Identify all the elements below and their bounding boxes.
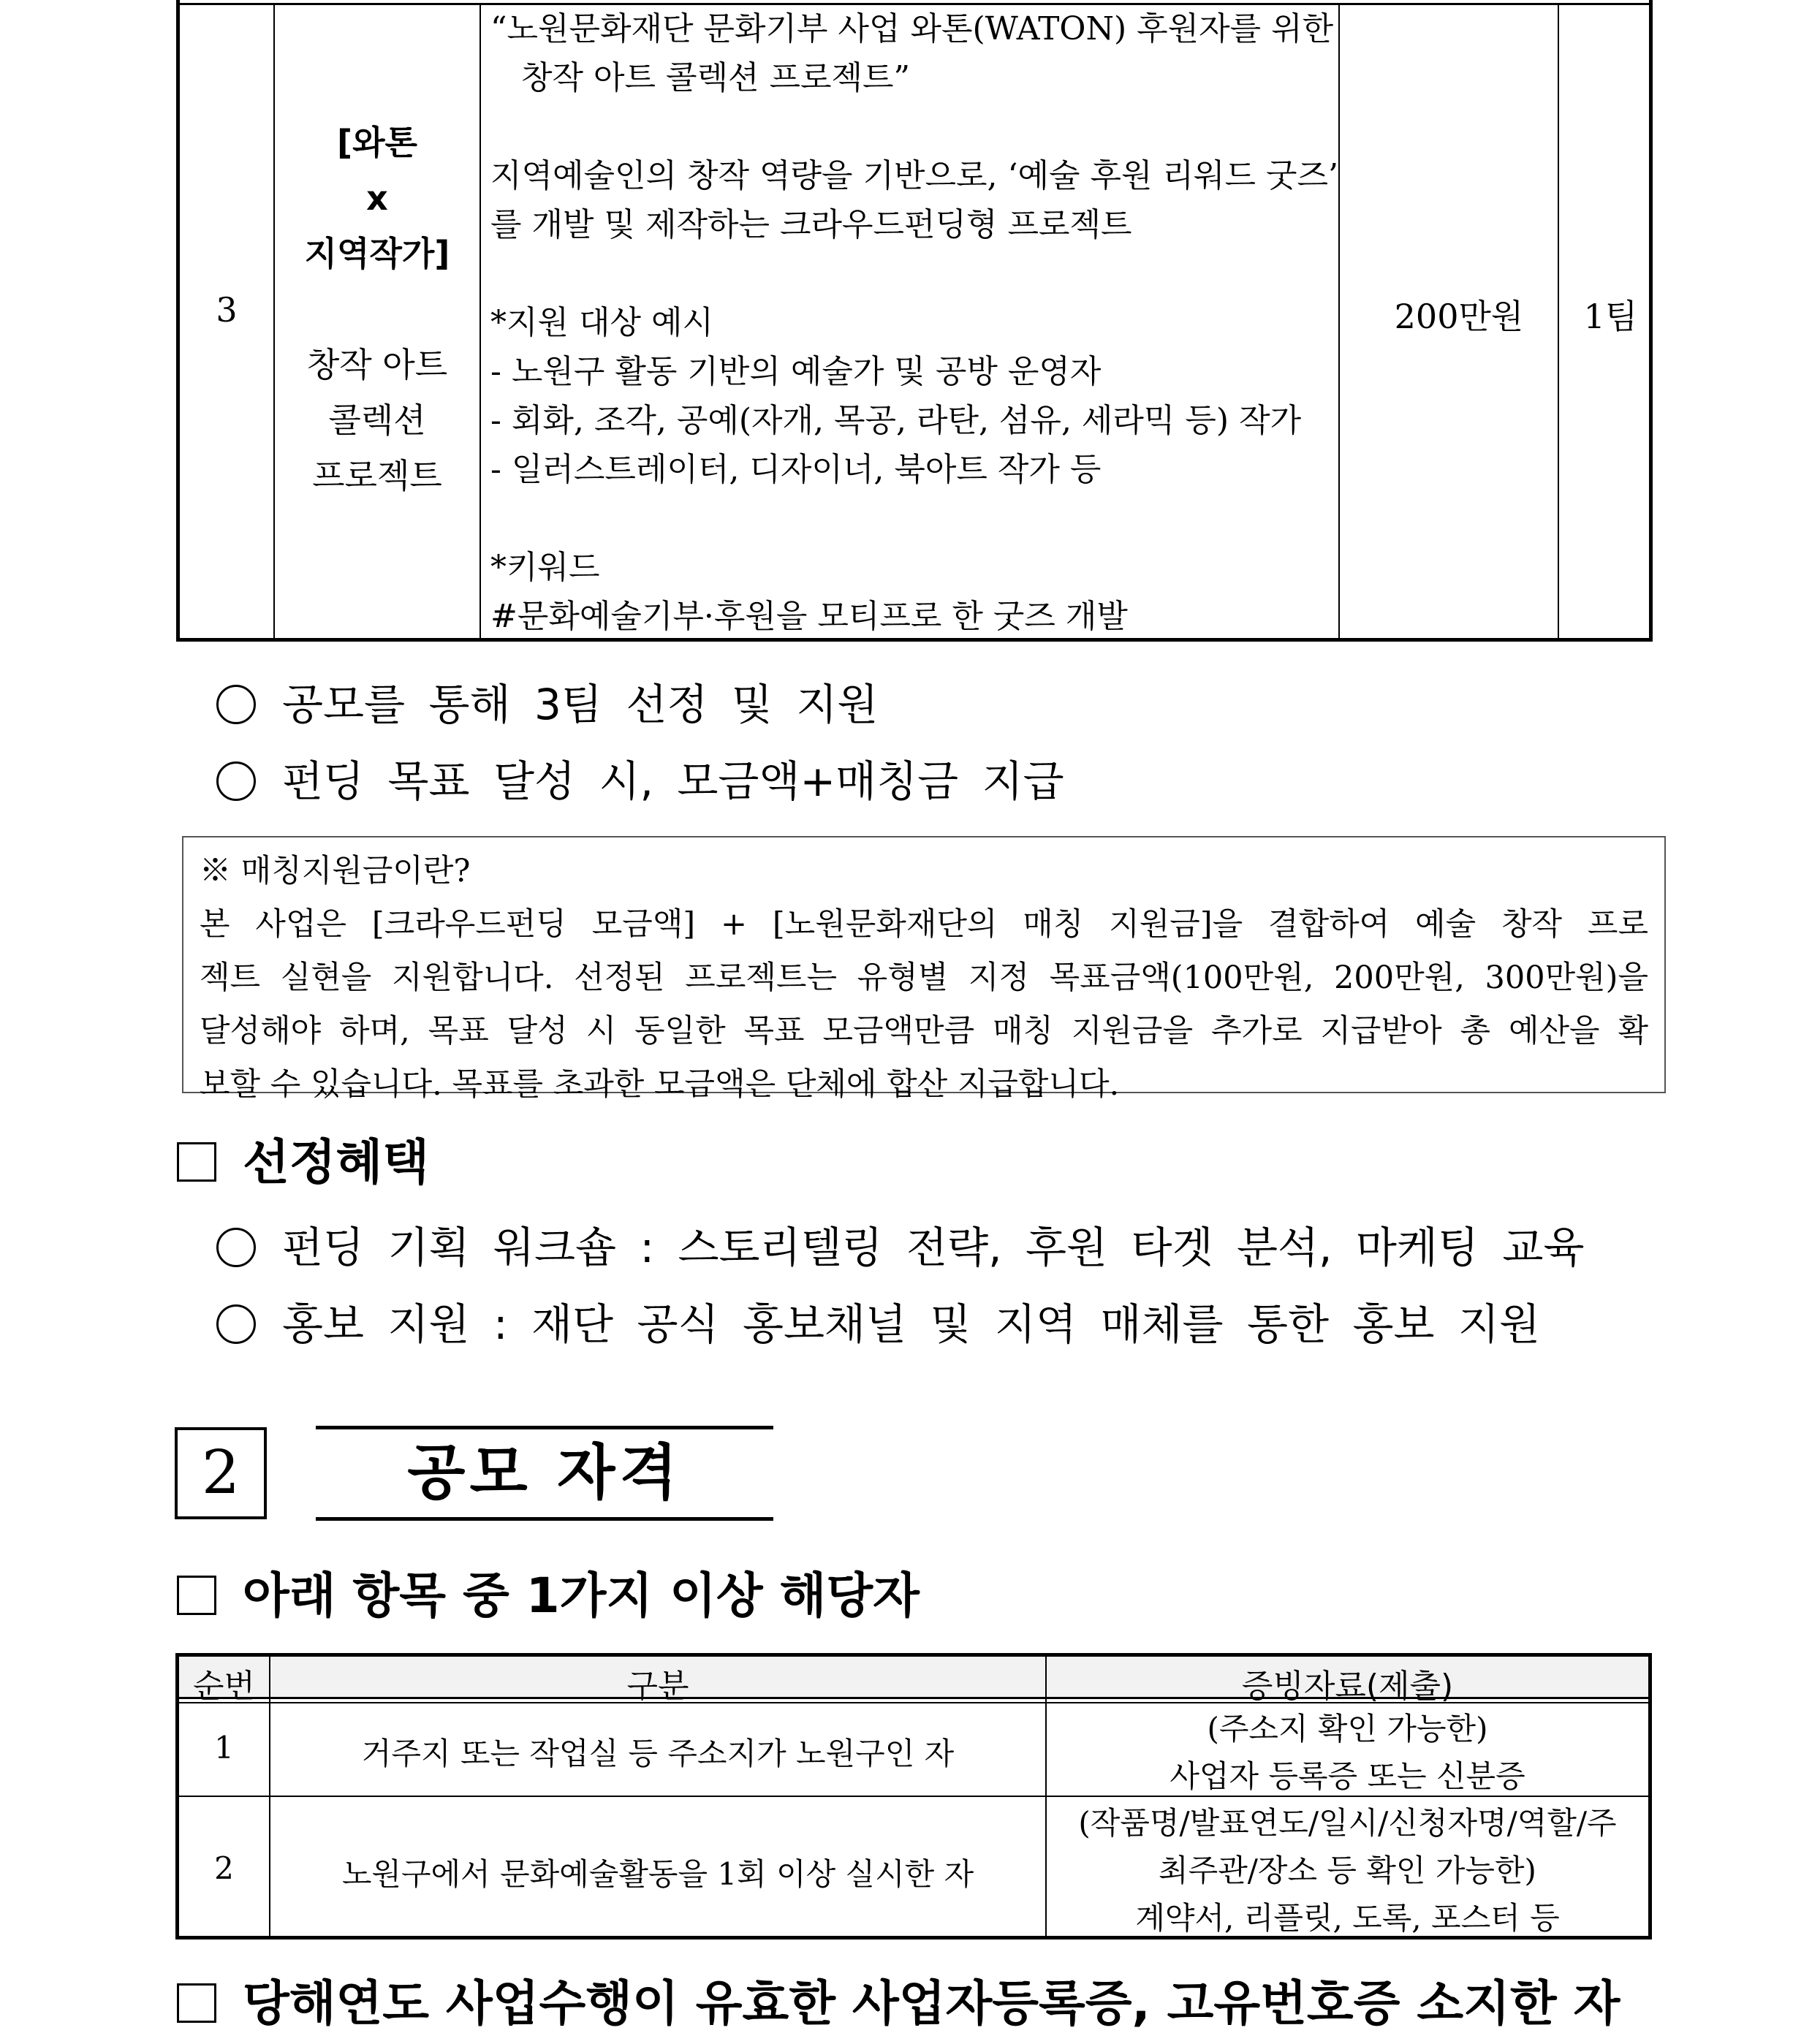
circle-bullet-icon xyxy=(216,1304,256,1344)
row-category: 노원구에서 문화예술활동을 1회 이상 실시한 자 xyxy=(341,1856,974,1892)
note-line: 보할 수 있습니다. 목표를 초과한 모금액은 단체에 합산 지급합니다. xyxy=(200,1066,1120,1103)
description-line: 창작 아트 콜렉션 프로젝트” xyxy=(521,59,910,96)
header-evidence: 증빙자료(제출) xyxy=(1241,1668,1454,1705)
eligibility-requirement-heading: 당해연도 사업수행이 유효한 사업자등록증, 고유번호증 소지한 자 xyxy=(177,1964,1620,2034)
eligibility-table xyxy=(175,1653,1652,1939)
header-category: 구분 xyxy=(626,1668,689,1705)
description-line: *키워드 xyxy=(490,549,600,586)
benefit-item: 펀딩 기획 워크숍 : 스토리텔링 전략, 후원 타겟 분석, 마케팅 교육 xyxy=(216,1213,1584,1274)
row-evidence: (주소지 확인 가능한) 사업자 등록증 또는 신분증 xyxy=(1170,1711,1525,1794)
description-line: 를 개발 및 제작하는 크라우드펀딩형 프로젝트 xyxy=(490,206,1132,243)
section-title: 공모 자격 xyxy=(316,1426,773,1521)
row-number: 3 xyxy=(216,290,238,330)
note-line: 본 사업은 [크라우드펀딩 모금액] + [노원문화재단의 매칭 지원금]을 결합하여 예술 창작 프로 xyxy=(200,906,1648,943)
program-type-line: [와톤 xyxy=(337,123,417,162)
team-count: 1팀 xyxy=(1583,297,1638,336)
support-bullet: 펀딩 목표 달성 시, 모금액+매칭금 지급 xyxy=(216,747,1064,808)
checkbox-square-icon xyxy=(177,1576,216,1615)
description-line: *지원 대상 예시 xyxy=(490,304,713,341)
eligibility-heading: 아래 항목 중 1가지 이상 해당자 xyxy=(177,1557,920,1626)
description-line: “노원문화재단 문화기부 사업 와톤(WATON) 후원자를 위한 xyxy=(490,10,1334,48)
circle-bullet-icon xyxy=(216,761,256,801)
description-line: 지역예술인의 창작 역량을 기반으로, ‘예술 후원 리워드 굿즈’ xyxy=(490,157,1338,194)
note-body xyxy=(200,898,1648,1112)
checkbox-square-icon xyxy=(177,1983,216,2023)
support-amount: 200만원 xyxy=(1394,297,1524,336)
note-line: 젝트 실현을 지원합니다. 선정된 프로젝트는 유형별 지정 목표금액(100만원, 200만원, 300만원)을 xyxy=(200,960,1648,996)
row-number: 2 xyxy=(214,1850,234,1886)
program-type-line: 창작 아트 xyxy=(306,345,448,384)
circle-bullet-icon xyxy=(216,1228,256,1267)
description-line: - 노원구 활동 기반의 예술가 및 공방 운영자 xyxy=(490,353,1102,390)
program-type-line: x xyxy=(366,178,388,218)
row-number: 1 xyxy=(214,1730,234,1766)
program-type-line: 지역작가] xyxy=(304,234,450,273)
benefit-item: 홍보 지원 : 재단 공식 홍보채널 및 지역 매체를 통한 홍보 지원 xyxy=(216,1290,1540,1351)
section-number: 2 xyxy=(175,1427,267,1519)
note-line: 달성해야 하며, 목표 달성 시 동일한 목표 모금액만큼 매칭 지원금을 추가로 지급받아 총 예산을 확 xyxy=(200,1013,1648,1049)
row-category: 거주지 또는 작업실 등 주소지가 노원구인 자 xyxy=(361,1736,955,1771)
column-divider xyxy=(479,3,481,638)
checkbox-square-icon xyxy=(177,1142,216,1182)
circle-bullet-icon xyxy=(216,685,256,724)
row-evidence: (작품명/발표연도/일시/신청자명/역할/주 최주관/장소 등 확인 가능한) 계약서, 리플릿, 도록, 포스터 등 xyxy=(1078,1805,1617,1936)
note-title: ※ 매칭지원금이란? xyxy=(200,853,471,889)
support-bullet: 공모를 통해 3팀 선정 및 지원 xyxy=(216,670,878,732)
header-number: 순번 xyxy=(192,1668,255,1705)
benefits-heading: 선정혜택 xyxy=(177,1123,429,1193)
program-table xyxy=(176,0,1653,642)
description-line: #문화예술기부·후원을 모티프로 한 굿즈 개발 xyxy=(490,598,1128,635)
program-type-line: 프로젝트 xyxy=(312,456,442,495)
description-line: - 회화, 조각, 공예(자개, 목공, 라탄, 섬유, 세라믹 등) 작가 xyxy=(490,402,1302,439)
program-type-line: 콜렉션 xyxy=(328,400,426,440)
description-line: - 일러스트레이터, 디자이너, 북아트 작가 등 xyxy=(490,451,1102,488)
matching-fund-note xyxy=(182,836,1666,1103)
program-type xyxy=(275,115,479,504)
